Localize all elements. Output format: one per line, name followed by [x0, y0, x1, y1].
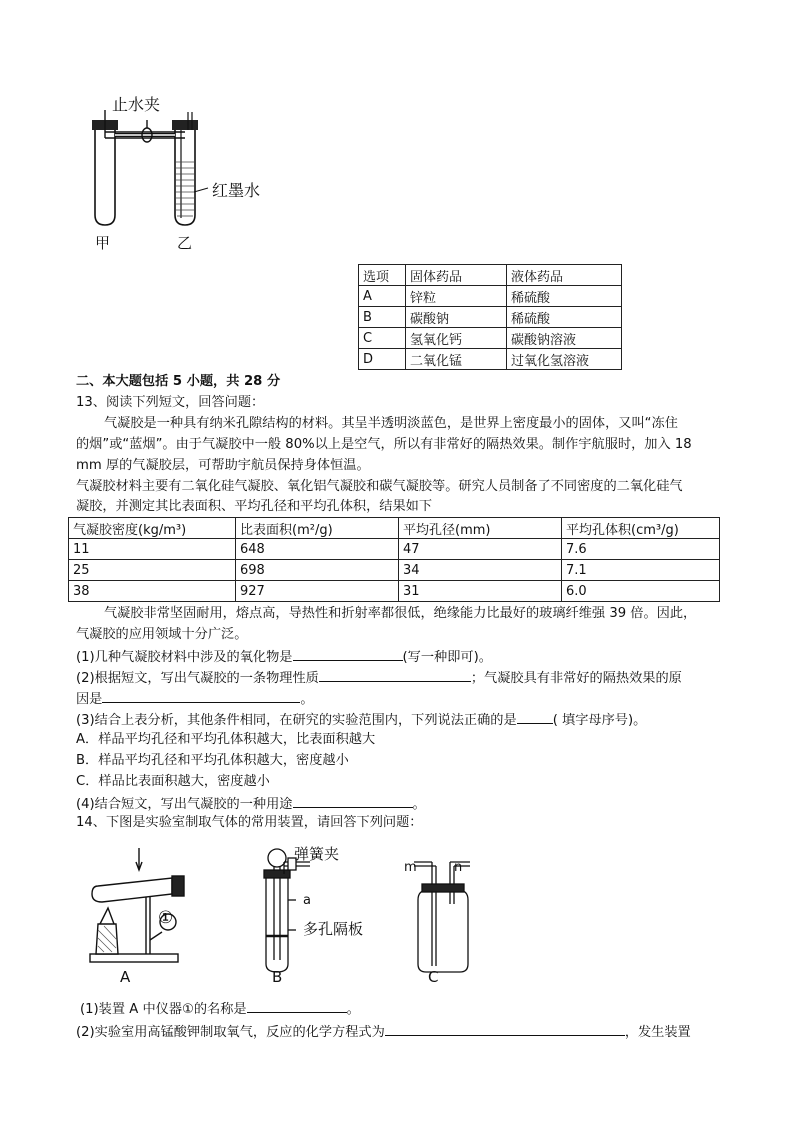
apparatus-b — [264, 849, 310, 972]
table-row — [69, 518, 720, 539]
label-spring-clip: 弹簧夹 — [294, 845, 340, 863]
table-cell: 47 — [399, 539, 562, 560]
answer-blank[interactable] — [517, 709, 553, 724]
table-cell: 液体药品 — [507, 265, 622, 286]
options-table — [358, 264, 622, 370]
label-apparatus-a: A — [120, 968, 131, 986]
q13-sub-1-text: (1)几种气凝胶材料中涉及的氧化物是 — [76, 650, 293, 665]
table-cell: 锌粒 — [406, 286, 507, 307]
figure-apparatus — [84, 840, 484, 990]
answer-blank[interactable] — [319, 667, 471, 682]
q13-sub-3-text: (3)结合上表分析，其他条件相同，在研究的实验范围内，下列说法正确的是 — [76, 713, 517, 728]
table-cell: 7.6 — [562, 539, 720, 560]
q14-sub-2 — [76, 1021, 691, 1043]
q13-sub-1 — [76, 646, 492, 668]
table-header: 比表面积(m²/g) — [236, 518, 399, 539]
aerogel-table — [68, 517, 720, 602]
q13-paragraph-3: 气凝胶非常坚固耐用，熔点高，导热性和折射率都很低，绝缘能力比最好的玻璃纤维强 39 倍。因此， — [104, 606, 697, 621]
q13-sub-2-cont — [76, 688, 314, 710]
table-row — [359, 349, 622, 370]
answer-blank[interactable] — [293, 646, 403, 661]
table-cell: B — [359, 307, 406, 328]
q13-sub-3-tail: ( 填字母序号)。 — [552, 713, 647, 728]
table-row — [359, 286, 622, 307]
table-cell: 31 — [399, 581, 562, 602]
option-a: A．样品平均孔径和平均孔体积越大，比表面积越大 — [76, 732, 376, 747]
q13-paragraph-1: 的烟”或“蓝烟”。由于气凝胶中一般 80%以上是空气，所以有非常好的隔热效果。制作宇航服时，加入 18 — [76, 437, 692, 452]
q13-sub-4-text: (4)结合短文，写出气凝胶的一种用途 — [76, 797, 293, 812]
q14-sub-1 — [80, 998, 360, 1020]
table-cell: 6.0 — [562, 581, 720, 602]
label-n: n — [454, 860, 463, 875]
table-cell: 927 — [236, 581, 399, 602]
q13-sub-2 — [76, 667, 682, 689]
option-b: B．样品平均孔径和平均孔体积越大，密度越小 — [76, 753, 349, 768]
q13-sub-4 — [76, 793, 426, 815]
q13-sub-2-end: 。 — [300, 692, 314, 707]
answer-blank[interactable] — [385, 1021, 625, 1036]
q13-sub-3 — [76, 709, 646, 731]
table-cell: 碳酸钠 — [406, 307, 507, 328]
answer-blank[interactable] — [293, 793, 413, 808]
answer-blank[interactable] — [247, 998, 347, 1013]
table-cell: 7.1 — [562, 560, 720, 581]
table-row — [359, 307, 622, 328]
label-apparatus-b: B — [272, 968, 283, 986]
table-row — [359, 328, 622, 349]
table-header: 气凝胶密度(kg/m³) — [69, 518, 236, 539]
q13-sub-2-lead: 因是 — [76, 692, 103, 707]
label-a: a — [303, 893, 311, 908]
apparatus-a — [90, 848, 184, 962]
table-cell: 固体药品 — [406, 265, 507, 286]
table-cell: 11 — [69, 539, 236, 560]
q14-sub-2-tail: ，发生装置 — [624, 1025, 691, 1040]
q14-intro: 14、下图是实验室制取气体的常用装置，请回答下列问题： — [76, 815, 423, 830]
table-cell: 34 — [399, 560, 562, 581]
label-porous-plate: 多孔隔板 — [303, 920, 364, 938]
label-instrument-1: ① — [158, 908, 174, 928]
q13-sub-2-mid: ；气凝胶具有非常好的隔热效果的原 — [470, 671, 682, 686]
table-header: 平均孔径(mm) — [399, 518, 562, 539]
table-cell: 稀硫酸 — [507, 286, 622, 307]
tube-b-label: 乙 — [177, 234, 193, 252]
label-m: m — [404, 860, 417, 875]
q13-paragraph-2: 气凝胶材料主要有二氧化硅气凝胶、氧化铝气凝胶和碳气凝胶等。研究人员制备了不同密度的二氧化硅气 — [76, 479, 683, 494]
q13-paragraph-2: 凝胶，并测定其比表面积、平均孔径和平均孔体积，结果如下 — [76, 499, 433, 514]
table-row — [69, 560, 720, 581]
table-cell: A — [359, 286, 406, 307]
q14-sub-2-text: (2)实验室用高锰酸钾制取氧气，反应的化学方程式为 — [76, 1025, 385, 1040]
table-row — [69, 539, 720, 560]
table-cell: 25 — [69, 560, 236, 581]
table-cell: 698 — [236, 560, 399, 581]
table-header: 平均孔体积(cm³/g) — [562, 518, 720, 539]
q13-sub-4-tail: 。 — [412, 797, 426, 812]
table-row — [69, 581, 720, 602]
q13-intro: 13、阅读下列短文，回答问题： — [76, 395, 265, 410]
table-cell: 选项 — [359, 265, 406, 286]
q13-sub-2-text: (2)根据短文，写出气凝胶的一条物理性质 — [76, 671, 319, 686]
apparatus-c — [414, 862, 470, 972]
label-apparatus-c: C — [428, 968, 439, 986]
q13-paragraph-1: mm 厚的气凝胶层，可帮助宇航员保持身体恒温。 — [76, 458, 370, 473]
tube-a-label: 甲 — [95, 234, 111, 252]
answer-blank[interactable] — [102, 688, 300, 703]
table-row — [359, 265, 622, 286]
table-cell: 氢氧化钙 — [406, 328, 507, 349]
table-cell: 稀硫酸 — [507, 307, 622, 328]
table-cell: C — [359, 328, 406, 349]
option-c: C．样品比表面积越大，密度越小 — [76, 774, 270, 789]
table-cell: 碳酸钠溶液 — [507, 328, 622, 349]
q14-sub-1-text: (1)装置 A 中仪器①的名称是 — [80, 1002, 247, 1017]
q13-paragraph-3: 气凝胶的应用领域十分广泛。 — [76, 627, 248, 642]
ink-label: 红墨水 — [212, 181, 261, 200]
section-title: 二、本大题包括 5 小题，共 28 分 — [76, 374, 281, 389]
clamp-label: 止水夹 — [112, 95, 161, 114]
table-cell: 二氧化锰 — [406, 349, 507, 370]
table-cell: 过氧化氢溶液 — [507, 349, 622, 370]
q13-sub-1-tail: (写一种即可)。 — [402, 650, 492, 665]
table-cell: 648 — [236, 539, 399, 560]
q14-sub-1-tail: 。 — [346, 1002, 360, 1017]
table-cell: 38 — [69, 581, 236, 602]
table-cell: D — [359, 349, 406, 370]
q13-paragraph-1: 气凝胶是一种具有纳米孔隙结构的材料。其呈半透明淡蓝色，是世界上密度最小的固体，又叫“冻住 — [104, 416, 678, 431]
